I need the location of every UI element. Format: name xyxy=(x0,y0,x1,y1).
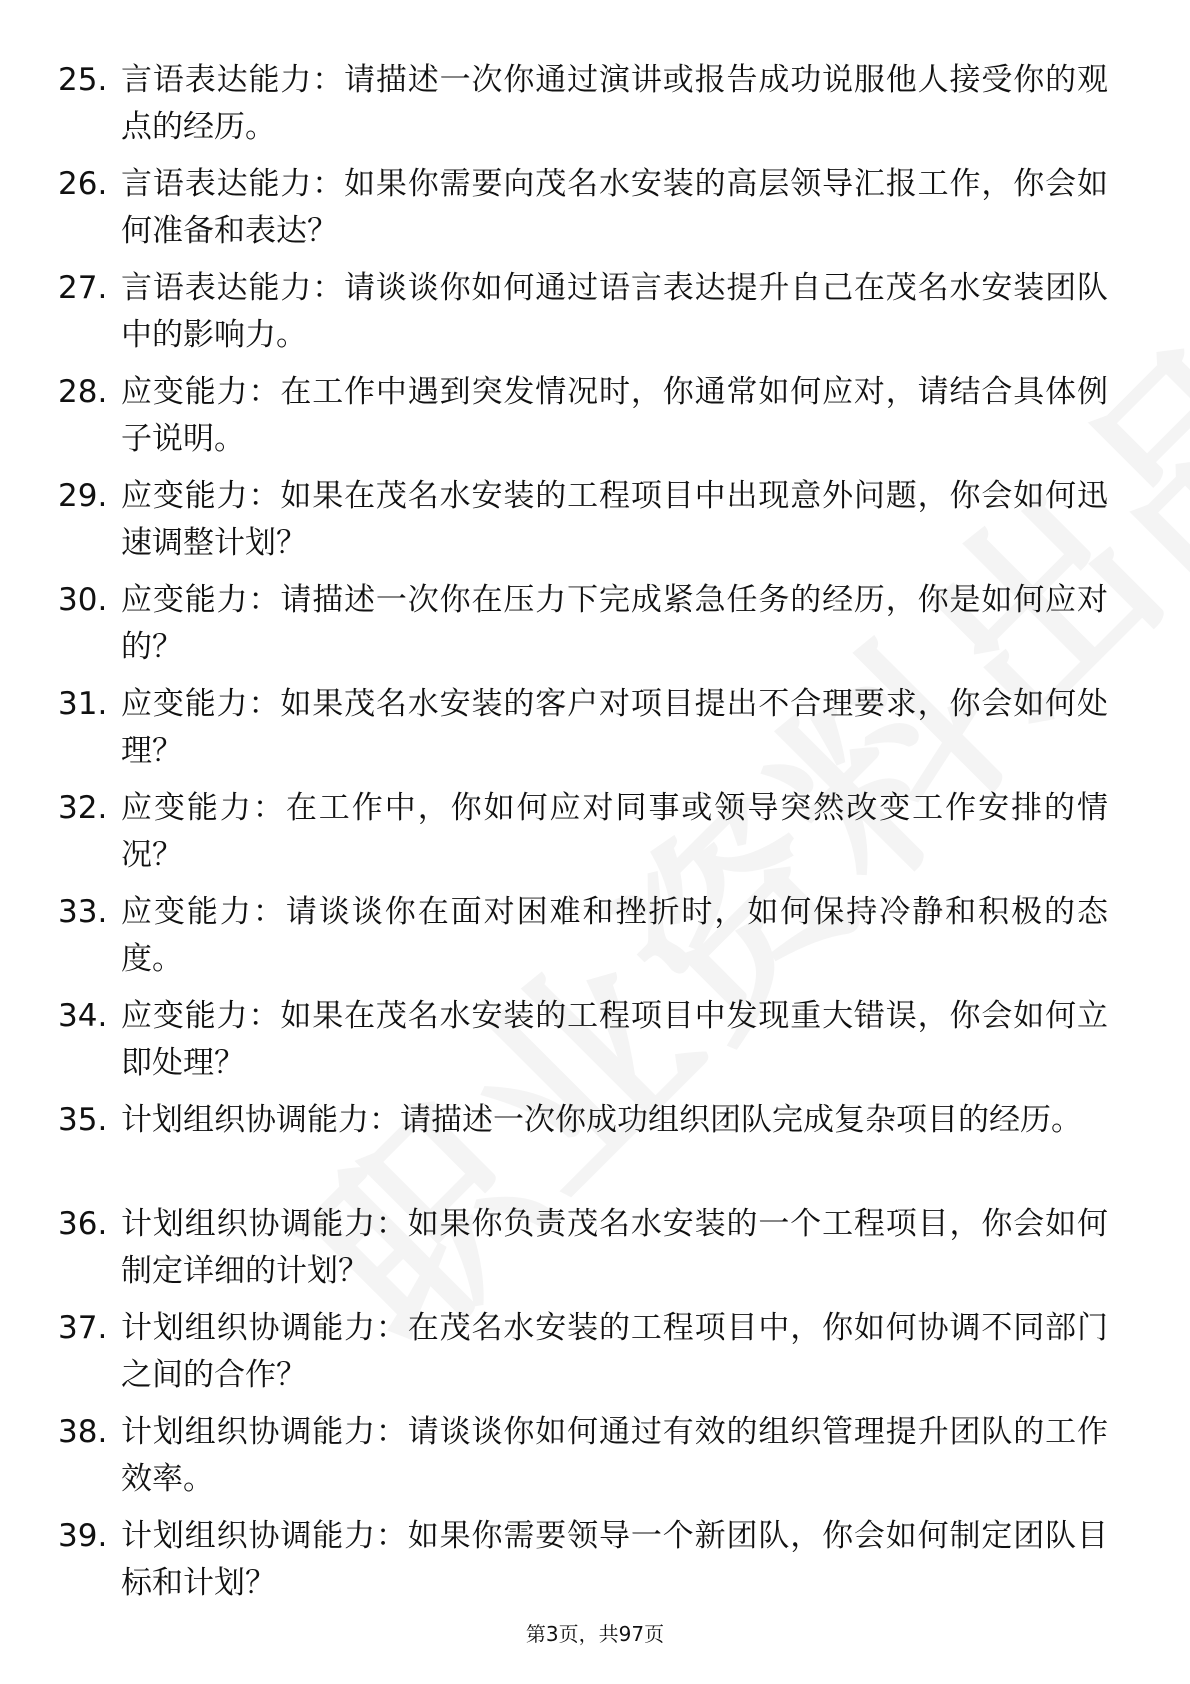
question-list xyxy=(58,57,1108,1617)
question-number: 35. xyxy=(58,1102,108,1138)
question-text: 应变能力：如果茂名水安装的客户对项目提出不合理要求，你会如何处理？ xyxy=(121,686,1108,769)
question-text: 应变能力：请描述一次你在压力下完成紧急任务的经历，你是如何应对的？ xyxy=(121,582,1108,665)
question-item xyxy=(58,57,1108,161)
question-item xyxy=(58,1201,1108,1305)
question-number: 37. xyxy=(58,1310,108,1346)
question-text: 应变能力：在工作中遇到突发情况时，你通常如何应对，请结合具体例子说明。 xyxy=(121,374,1108,457)
question-number: 25. xyxy=(58,62,108,98)
question-item xyxy=(58,577,1108,681)
question-number: 39. xyxy=(58,1518,108,1554)
question-number: 34. xyxy=(58,998,108,1034)
question-text: 计划组织协调能力：如果你需要领导一个新团队，你会如何制定团队目标和计划？ xyxy=(121,1518,1108,1601)
question-item xyxy=(58,1513,1108,1617)
question-item xyxy=(58,265,1108,369)
question-item xyxy=(58,993,1108,1097)
question-text: 言语表达能力：如果你需要向茂名水安装的高层领导汇报工作，你会如何准备和表达？ xyxy=(121,166,1108,249)
question-item xyxy=(58,1409,1108,1513)
question-number: 33. xyxy=(58,894,108,930)
question-text: 应变能力：请谈谈你在面对困难和挫折时，如何保持冷静和积极的态度。 xyxy=(121,894,1108,977)
question-number: 28. xyxy=(58,374,108,410)
question-number: 27. xyxy=(58,270,108,306)
question-item xyxy=(58,785,1108,889)
question-text: 计划组织协调能力：请谈谈你如何通过有效的组织管理提升团队的工作效率。 xyxy=(121,1414,1108,1497)
question-text: 计划组织协调能力：如果你负责茂名水安装的一个工程项目，你会如何制定详细的计划？ xyxy=(121,1206,1108,1289)
question-text: 言语表达能力：请谈谈你如何通过语言表达提升自己在茂名水安装团队中的影响力。 xyxy=(121,270,1108,353)
question-text: 应变能力：如果在茂名水安装的工程项目中出现意外问题，你会如何迅速调整计划？ xyxy=(121,478,1108,561)
question-text: 言语表达能力：请描述一次你通过演讲或报告成功说服他人接受你的观点的经历。 xyxy=(121,62,1108,145)
question-item xyxy=(58,1097,1108,1201)
question-number: 29. xyxy=(58,478,108,514)
question-number: 38. xyxy=(58,1414,108,1450)
question-number: 26. xyxy=(58,166,108,202)
question-item xyxy=(58,889,1108,993)
question-item xyxy=(58,473,1108,577)
question-item xyxy=(58,369,1108,473)
question-number: 36. xyxy=(58,1206,108,1242)
page-footer: 第3页，共97页 xyxy=(525,1622,665,1646)
question-text: 应变能力：如果在茂名水安装的工程项目中发现重大错误，你会如何立即处理？ xyxy=(121,998,1108,1081)
question-number: 32. xyxy=(58,790,108,826)
question-text: 计划组织协调能力：请描述一次你成功组织团队完成复杂项目的经历。 xyxy=(121,1102,1082,1138)
question-number: 30. xyxy=(58,582,108,618)
question-number: 31. xyxy=(58,686,108,722)
question-item xyxy=(58,681,1108,785)
question-item xyxy=(58,161,1108,265)
question-item xyxy=(58,1305,1108,1409)
question-text: 应变能力：在工作中，你如何应对同事或领导突然改变工作安排的情况？ xyxy=(121,790,1108,873)
question-text: 计划组织协调能力：在茂名水安装的工程项目中，你如何协调不同部门之间的合作？ xyxy=(121,1310,1108,1393)
